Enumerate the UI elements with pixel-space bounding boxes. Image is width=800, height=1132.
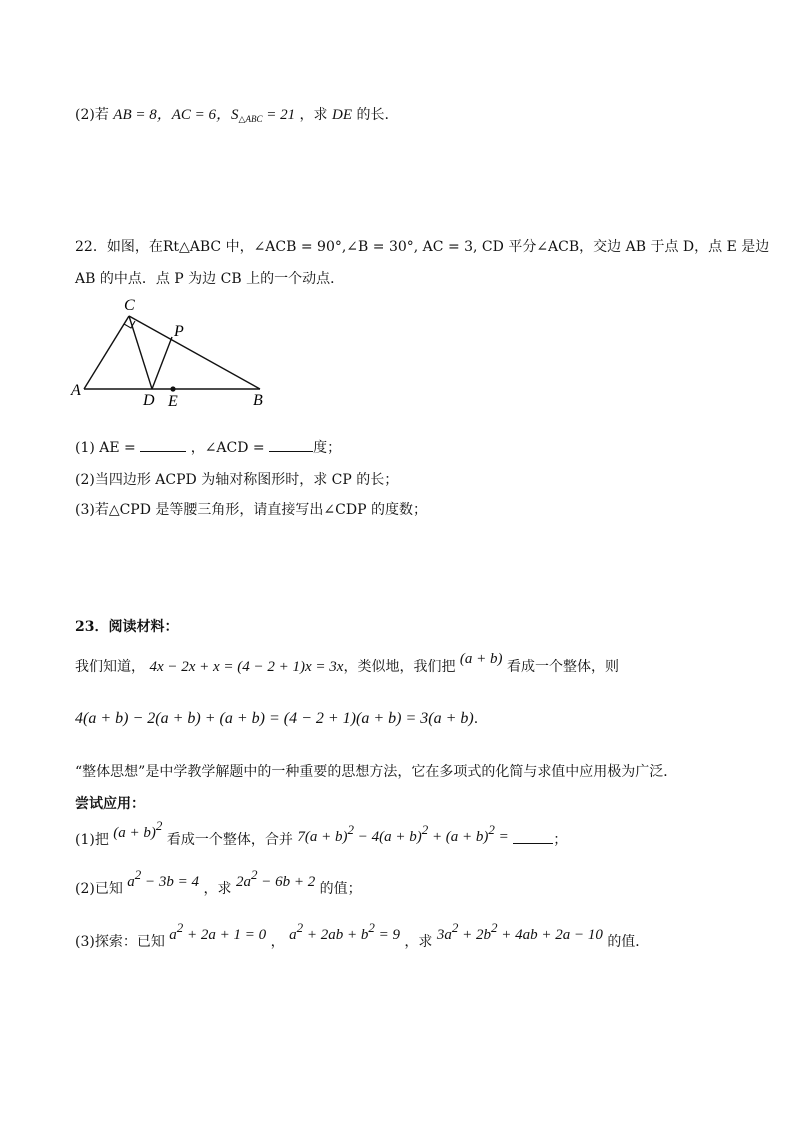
q23-p1-pre: (1)把 bbox=[75, 832, 109, 848]
q23-p2-mid: ，求 bbox=[203, 881, 232, 897]
q23-try-title: 尝试应用： bbox=[75, 796, 145, 812]
q23-p3-mid: ，求 bbox=[404, 934, 433, 950]
q23-p3-math1: a2 + 2a + 1 = 0 bbox=[169, 920, 267, 943]
q23-intro-mid: ，类似地，我们把 bbox=[343, 659, 456, 675]
q22-part1-blank1[interactable] bbox=[140, 451, 186, 452]
q22-part2: (2)当四边形 ACPD 为轴对称图形时，求 CP 的长； bbox=[75, 472, 399, 488]
segment-AC bbox=[84, 316, 129, 389]
q23-p3-sep: ， bbox=[270, 934, 285, 950]
q23-p2-math1: a2 − 3b = 4 bbox=[127, 867, 200, 890]
q23-intro-pre: 我们知道， bbox=[75, 659, 145, 675]
q23-p1-math: 7(a + b)2 − 4(a + b)2 + (a + b)2 = bbox=[297, 822, 509, 845]
q22-line2: AB 的中点．点 P 为边 CB 上的一个动点． bbox=[75, 271, 345, 287]
q21-part2-mid: ，求 bbox=[299, 107, 328, 123]
label-P: P bbox=[174, 323, 184, 340]
q23-part2-line bbox=[75, 867, 362, 897]
q21-part2-sub: △ABC bbox=[238, 114, 263, 124]
q23-p1-mid: 看成一个整体，合并 bbox=[166, 832, 293, 848]
q23-p3-end: 的值． bbox=[607, 934, 650, 950]
q23-part1-line bbox=[75, 818, 568, 848]
q22-part1-line bbox=[75, 441, 341, 455]
q23-eq-line bbox=[75, 711, 478, 727]
label-C: C bbox=[124, 297, 135, 314]
q21-part2-math2: = 21 bbox=[262, 107, 296, 123]
q22-part3: (3)若△CPD 是等腰三角形，请直接写出∠CDP 的度数； bbox=[75, 502, 427, 518]
q23-p2-end: 的值； bbox=[319, 881, 362, 897]
q23-p1-var: (a + b)2 bbox=[113, 818, 163, 841]
q23-part3-line bbox=[75, 920, 650, 950]
q23-p3-math3: 3a2 + 2b2 + 4ab + 2a − 10 bbox=[436, 920, 603, 943]
q23-p1-end: ； bbox=[553, 832, 568, 848]
q21-part2-math: AB = 8，AC = 6，S bbox=[113, 107, 239, 123]
q23-eq-end: . bbox=[473, 711, 479, 727]
q23-p1-blank[interactable] bbox=[513, 843, 553, 844]
label-A: A bbox=[71, 382, 81, 399]
q23-eq: 4(a + b) − 2(a + b) + (a + b) = (4 − 2 + 1)(a + b) = 3(a + b) bbox=[75, 710, 474, 727]
point-E-dot bbox=[170, 386, 175, 391]
q23-p3-pre: (3)探索：已知 bbox=[75, 934, 165, 950]
segment-DP bbox=[152, 337, 172, 389]
q21-part2-var: DE bbox=[332, 107, 352, 123]
q22-part1-blank2[interactable] bbox=[269, 451, 313, 452]
q23-intro-math: 4x − 2x + x = (4 − 2 + 1)x = 3x bbox=[149, 659, 344, 675]
q22-part1-mid: ，∠ACD = bbox=[190, 440, 265, 456]
q21-part2-end: 的长. bbox=[356, 107, 389, 123]
q22-triangle-figure bbox=[70, 292, 280, 412]
q23-paragraph: “整体思想”是中学教学解题中的一种重要的思想方法，它在多项式的化简与求值中应用极为广泛． bbox=[75, 764, 678, 780]
q23-title: 23．阅读材料： bbox=[75, 619, 179, 635]
label-E: E bbox=[168, 393, 178, 410]
label-D: D bbox=[143, 392, 155, 409]
q23-intro-end: 看成一个整体，则 bbox=[507, 659, 619, 675]
q22-part1-pre: (1) AE = bbox=[75, 440, 136, 456]
q21-part2-line bbox=[75, 108, 389, 123]
q23-p2-math2: 2a2 − 6b + 2 bbox=[235, 867, 316, 890]
q23-intro-var: (a + b) bbox=[459, 651, 503, 667]
label-B: B bbox=[253, 392, 263, 409]
q23-p2-pre: (2)已知 bbox=[75, 881, 123, 897]
q21-part2-label: (2)若 bbox=[75, 107, 109, 123]
q23-p3-math2: a2 + 2ab + b2 = 9 bbox=[289, 920, 400, 943]
q22-part1-end: 度； bbox=[313, 440, 342, 456]
q22-line1: 22．如图，在Rt△ABC 中，∠ACB = 90°,∠B = 30°, AC = 3, CD 平分∠ACB，交边 AB 于点 D，点 E 是边 bbox=[75, 239, 770, 255]
q23-intro-line bbox=[75, 651, 619, 675]
